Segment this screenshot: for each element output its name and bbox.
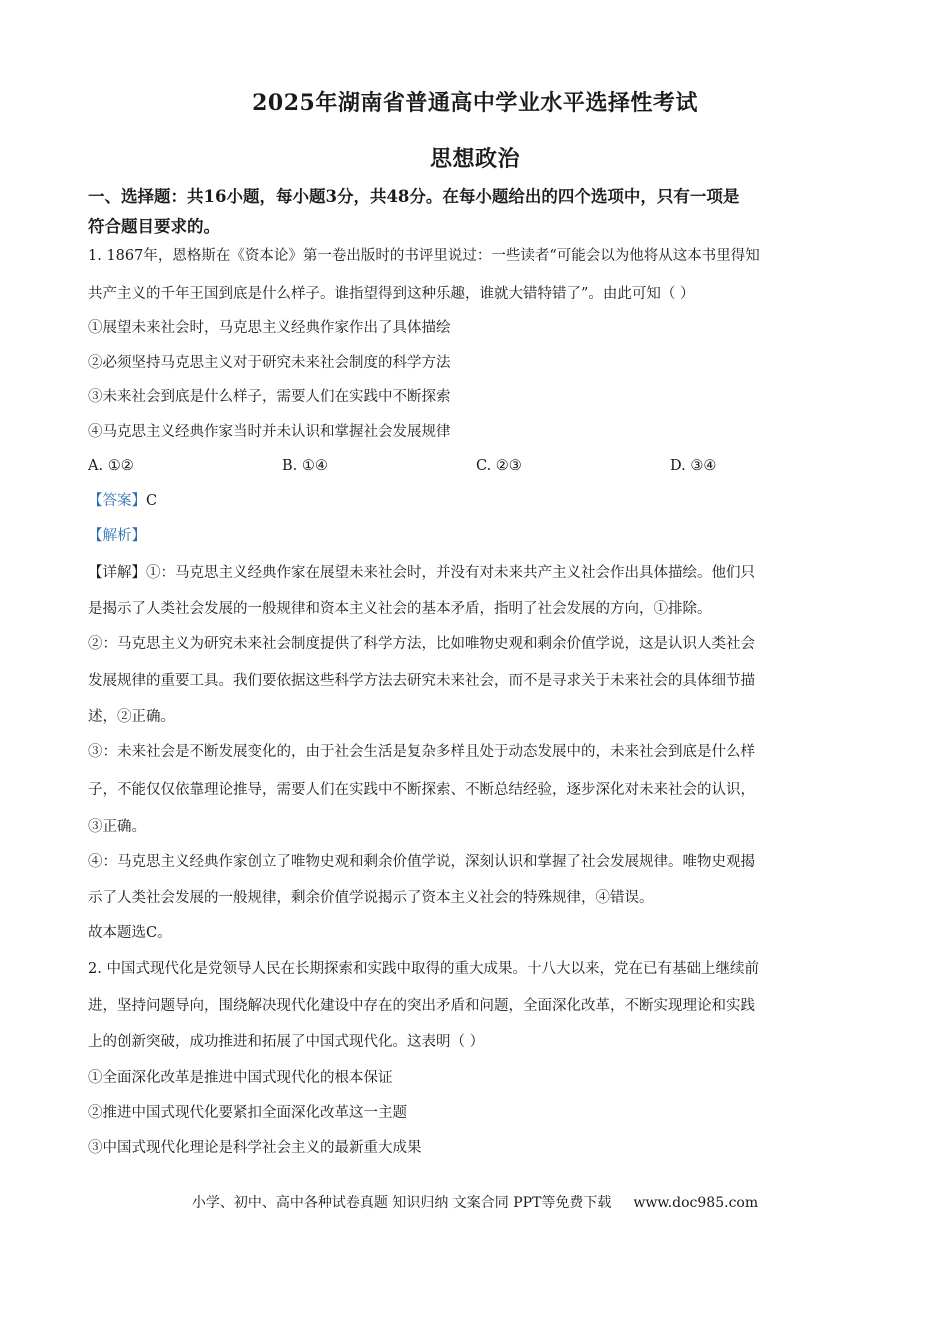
q1-stem-line-1: 1. 1867年，恩格斯在《资本论》第一卷出版时的书评里说过：一些读者“可能会以为他将从这本书里得知: [88, 248, 760, 264]
q1-detail-line-10: 示了人类社会发展的一般规律，剩余价值学说揭示了资本主义社会的特殊规律，④错误。: [88, 890, 654, 906]
q2-stem-line-1: 2. 中国式现代化是党领导人民在长期探索和实践中取得的重大成果。十八大以来，党在已有基础上继续前: [88, 961, 759, 977]
answer-value: C: [146, 493, 158, 509]
page-footer: [0, 1192, 950, 1212]
q2-stem-line-2: 进，坚持问题导向，围绕解决现代化建设中存在的突出矛盾和问题，全面深化改革，不断实现理论和实践: [88, 998, 755, 1014]
q1-detail-line-9: ④：马克思主义经典作家创立了唯物史观和剩余价值学说，深刻认识和掌握了社会发展规律。唯物史观揭: [88, 854, 755, 870]
q1-statement-2: ②必须坚持马克思主义对于研究未来社会制度的科学方法: [88, 355, 451, 371]
q1-analysis-tag: [88, 525, 868, 547]
q2-statement-2: ②推进中国式现代化要紧扣全面深化改革这一主题: [88, 1105, 407, 1121]
q2-statement-1: ①全面深化改革是推进中国式现代化的根本保证: [88, 1070, 393, 1086]
q1-detail-line-4: 发展规律的重要工具。我们要依据这些科学方法去研究未来社会，而不是寻求关于未来社会的具体细节描: [88, 673, 755, 689]
q2-stem-line-3: 上的创新突破，成功推进和拓展了中国式现代化。这表明（ ）: [88, 1034, 485, 1050]
q1-statement-3: ③未来社会到底是什么样子，需要人们在实践中不断探索: [88, 389, 451, 405]
q1-option-b: B. ①④: [282, 458, 328, 474]
section-heading-line-2: 符合题目要求的。: [88, 217, 220, 236]
q1-detail-line-8: ③正确。: [88, 819, 146, 835]
q1-detail-line-5: 述，②正确。: [88, 709, 175, 725]
q1-detail-line-6: ③：未来社会是不断发展变化的，由于社会生活是复杂多样且处于动态发展中的，未来社会到底是什么样: [88, 744, 755, 760]
q1-option-a: A. ①②: [88, 458, 134, 474]
q1-detail-line-2: 是揭示了人类社会发展的一般规律和资本主义社会的基本矛盾，指明了社会发展的方向，①排除。: [88, 601, 712, 617]
q1-detail-line-3: ②：马克思主义为研究未来社会制度提供了科学方法，比如唯物史观和剩余价值学说，这是认识人类社会: [88, 636, 755, 652]
q1-option-d: D. ③④: [670, 458, 717, 474]
q1-statement-4: ④马克思主义经典作家当时并未认识和掌握社会发展规律: [88, 424, 451, 440]
q1-detail-line-1: 【详解】①：马克思主义经典作家在展望未来社会时，并没有对未来共产主义社会作出具体描绘。他们只: [88, 565, 755, 581]
q2-statement-3: ③中国式现代化理论是科学社会主义的最新重大成果: [88, 1140, 422, 1156]
q1-stem-line-2: 共产主义的千年王国到底是什么样子。谁指望得到这种乐趣，谁就大错特错了”。由此可知（ ）: [88, 286, 695, 302]
q1-answer: [88, 490, 868, 512]
q1-detail-line-7: 子，不能仅仅依靠理论推导，需要人们在实践中不断探索、不断总结经验，逐步深化对未来社会的认识，: [88, 782, 755, 798]
answer-tag: 【答案】: [88, 493, 146, 509]
footer-text: 小学、初中、高中各种试卷真题 知识归纳 文案合同 PPT等免费下载: [191, 1195, 612, 1211]
q1-statement-1: ①展望未来社会时，马克思主义经典作家作出了具体描绘: [88, 320, 451, 336]
exam-title: 2025年湖南省普通高中学业水平选择性考试: [252, 90, 698, 116]
subject-title: 思想政治: [429, 146, 520, 172]
footer-url[interactable]: www.doc985.com: [633, 1195, 759, 1211]
q1-detail-line-11: 故本题选C。: [88, 925, 172, 941]
q1-option-c: C. ②③: [476, 458, 522, 474]
section-heading-line-1: 一、选择题：共16小题，每小题3分，共48分。在每小题给出的四个选项中，只有一项是: [88, 187, 740, 206]
analysis-tag: 【解析】: [88, 528, 146, 544]
